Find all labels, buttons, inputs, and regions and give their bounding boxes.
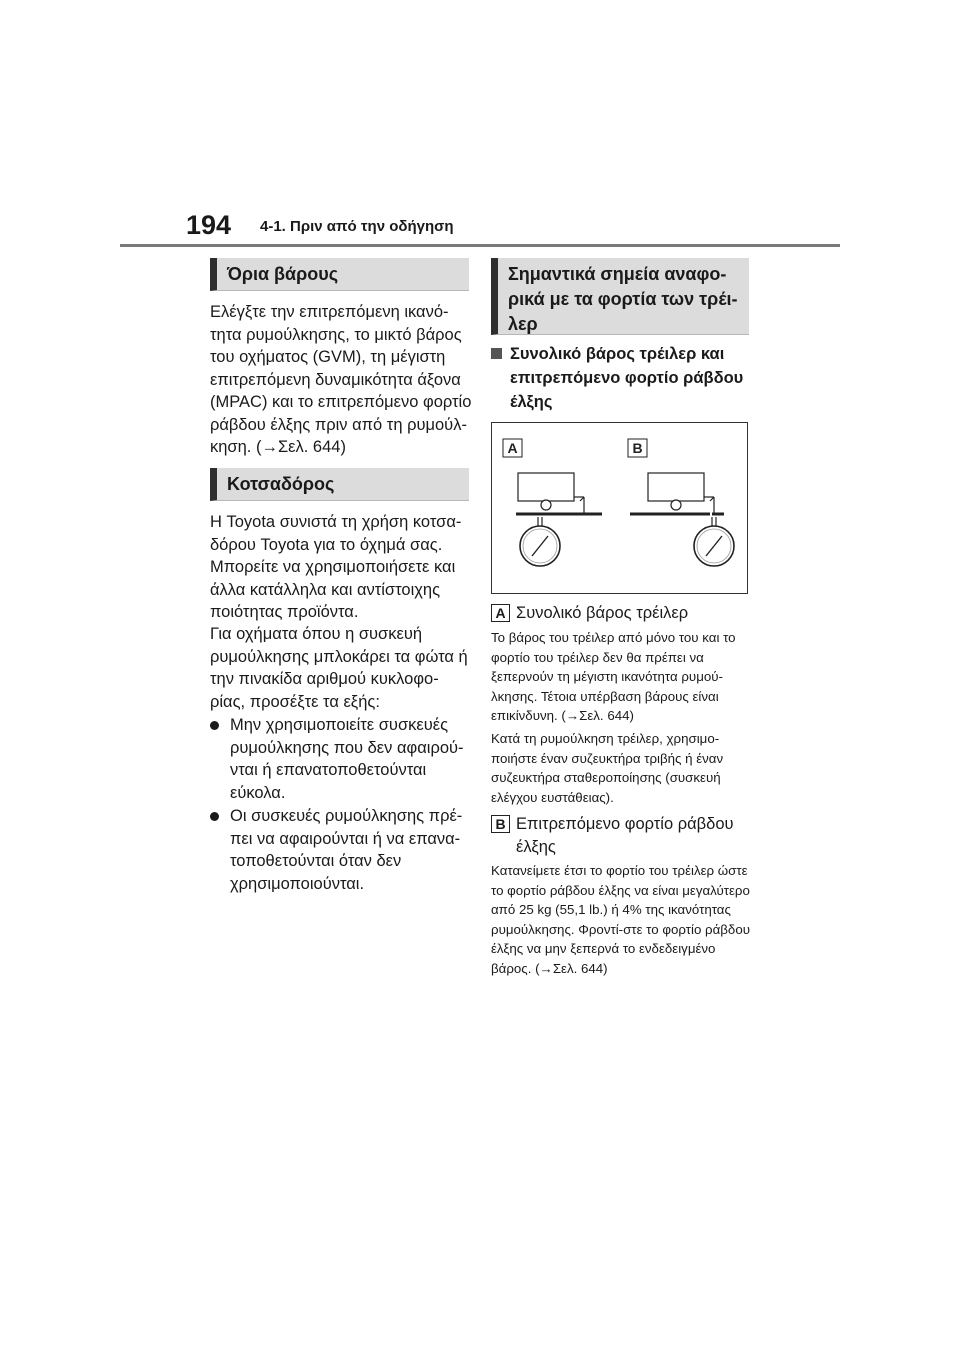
header-divider xyxy=(120,244,840,247)
paragraph-tongue-load: Κατανείμετε έτσι το φορτίο του τρέιλερ ώστε το φορτίο ράβδου έλξης να είναι μεγαλύτερο από 25 kg (55,1 lb.) ή 4% της ικανότητας ρυμούλκησης. Φροντί-στε το φορτίο ράβδου έλξης να μην ξεπερνά το ενδεδειγμένο βάρος. (→Σελ. 644) xyxy=(491,863,750,976)
section-title: 4-1. Πριν από την οδήγηση xyxy=(260,218,454,235)
subheading-text: Συνολικό βάρος τρέιλερ και επιτρεπόμενο φορτίο ράβδου έλξης xyxy=(510,345,744,411)
subheading-trailer-weight xyxy=(491,342,749,414)
figure-label-b xyxy=(628,439,647,457)
item-title: Επιτρεπόμενο φορτίο ράβδου έλξης xyxy=(516,815,734,856)
paragraph-trailer-weight-limit: Το βάρος του τρέιλερ από μόνο του και το φορτίο του τρέιλερ δεν θα πρέπει να ξεπερνούν τη μέγιστη ικανότητα ρυμού-λκησης. Τέτοια υπέρβαση βάρους είναι επικίνδυνη. (→Σελ. 644) xyxy=(491,630,736,723)
label-a-badge: A xyxy=(491,604,510,622)
paragraph-weight-limits: Ελέγξτε την επιτρεπόμενη ικανό-τητα ρυμούλκησης, το μικτό βάρος του οχήματος (GVM), τη μέγιστη επιτρεπόμενη δυναμικότητα άξονα (MPAC) και το επιτρεπόμενο φορτίο ράβδου έλξης πριν από τη ρυμούλ-κηση. (→Σελ. 644) xyxy=(210,303,472,456)
square-bullet-icon xyxy=(491,348,502,359)
paragraph-hitch-lights: Για οχήματα όπου η συσκευή ρυμούλκησης μπλοκάρει τα φώτα ή την πινακίδα αριθμού κυκλοφο-ρίας, προσέξτε τα εξής: xyxy=(210,625,468,711)
heading-hitch-text: Κοτσαδόρος xyxy=(227,473,335,494)
list-item xyxy=(210,805,472,895)
list-item-text: Οι συσκευές ρυμούλκησης πρέ-πει να αφαιρούνται ή να επανα-τοποθετούνται όταν δεν χρησιμοποιούνται. xyxy=(230,807,463,893)
heading-weight-limits xyxy=(210,258,469,291)
list-item xyxy=(210,714,472,804)
tongue-on-scale-b xyxy=(630,473,734,566)
trailer-weight-figure xyxy=(491,422,748,594)
svg-text:A: A xyxy=(507,440,518,456)
svg-text:B: B xyxy=(632,440,643,456)
heading-weight-limits-text: Όρια βάρους xyxy=(227,263,339,284)
item-tongue-load xyxy=(491,813,749,858)
bullet-dot-icon xyxy=(210,812,219,821)
label-b-badge: B xyxy=(491,815,510,833)
heading-trailer-loads xyxy=(491,258,749,335)
trailer-on-scale-a xyxy=(516,473,602,566)
heading-hitch xyxy=(210,468,469,501)
item-title: Συνολικό βάρος τρέιλερ xyxy=(516,604,689,622)
bullet-dot-icon xyxy=(210,721,219,730)
trailer-scale-illustration xyxy=(492,423,747,593)
paragraph-hitch-recommendation: Η Toyota συνιστά τη χρήση κοτσα-δόρου Toyota για το όχημά σας. Μπορείτε να χρησιμοποιήσετε και άλλα κατάλληλα και αντίστοιχης ποιότητας προϊόντα. xyxy=(210,513,462,621)
list-item-text: Μην χρησιμοποιείτε συσκευές ρυμούλκησης που δεν αφαιρού-νται ή επανατοποθετούνται εύκολα. xyxy=(230,716,464,802)
heading-trailer-loads-text: Σημαντικά σημεία αναφο-ρικά με τα φορτία των τρέι-λερ xyxy=(508,264,738,334)
item-trailer-total-weight xyxy=(491,602,749,625)
paragraph-trailer-coupler: Κατά τη ρυμούλκηση τρέιλερ, χρησιμο-ποιήστε έναν συζευκτήρα τριβής ή έναν συζευκτήρα σταθεροποίησης (συσκευή ελέγχου ευστάθειας). xyxy=(491,731,724,805)
figure-label-a xyxy=(503,439,522,457)
page-number: 194 xyxy=(186,210,232,240)
